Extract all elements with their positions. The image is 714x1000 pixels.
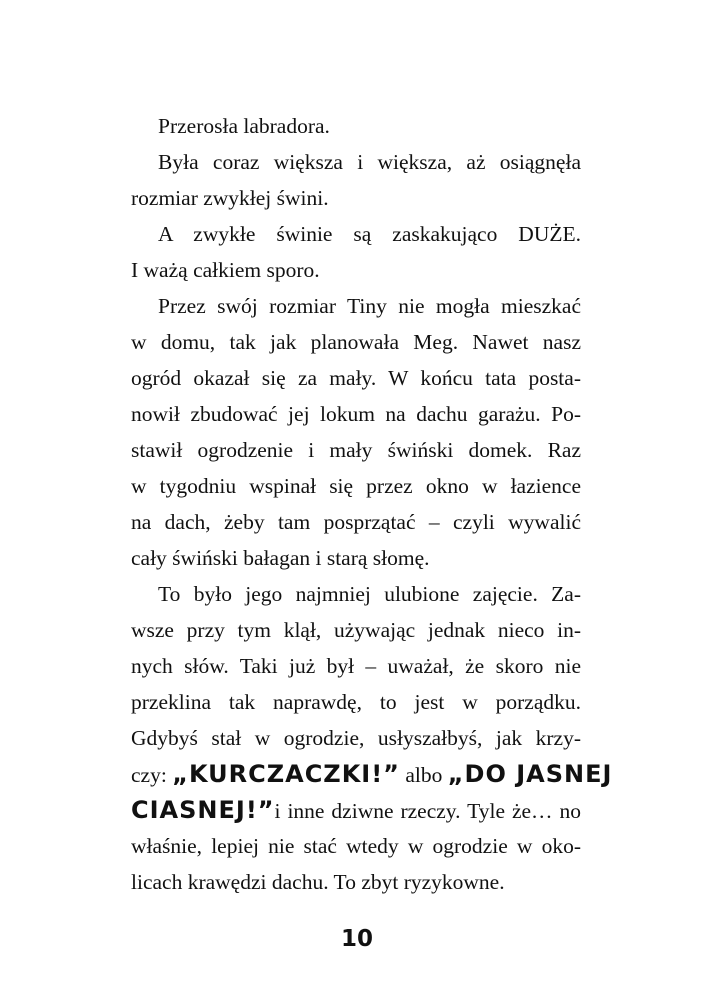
- paragraph-3-line-2: I ważą całkiem sporo.: [131, 258, 320, 282]
- paragraph-5-line-3: nych słów. Taki już był – uważał, że skoro nie: [131, 654, 581, 678]
- shout-kurczaczki: „KURCZACZKI!”: [172, 760, 400, 788]
- paragraph-5-line-5: Gdybyś stał w ogrodzie, usłyszałbyś, jak krzy-: [131, 726, 581, 750]
- paragraph-2-line-2: rozmiar zwykłej świni.: [131, 186, 329, 210]
- paragraph-5-line-1: To było jego najmniej ulubione zajęcie. Za-: [158, 582, 581, 606]
- paragraph-4-line-1: Przez swój rozmiar Tiny nie mogła mieszkać: [158, 294, 581, 318]
- paragraph-4-line-3: ogród okazał się za mały. W końcu tata posta-: [131, 366, 581, 390]
- shout-do-jasnej: „DO JASNEJ: [447, 760, 613, 788]
- shout-ciasnej: CIASNEJ!”: [131, 796, 275, 824]
- paragraph-5-line-7: [131, 792, 581, 828]
- paragraph-3-line-1: A zwykłe świnie są zaskakująco DUŻE.: [158, 222, 581, 246]
- line-text-before: czy:: [131, 763, 173, 787]
- paragraph-5-line-9: licach krawędzi dachu. To zbyt ryzykowne.: [131, 870, 505, 894]
- paragraph-5-line-6: [131, 756, 613, 792]
- paragraph-4-line-5: stawił ogrodzenie i mały świński domek. Raz: [131, 438, 581, 462]
- paragraph-4-line-6: w tygodniu wspinał się przez okno w łazience: [131, 474, 581, 498]
- line-text-after: i inne dziwne rzeczy. Tyle że… no: [274, 799, 581, 823]
- paragraph-4-line-4: nowił zbudować jej lokum na dachu garażu. Po-: [131, 402, 581, 426]
- paragraph-2-line-1: Była coraz większa i większa, aż osiągnęła: [158, 150, 581, 174]
- paragraph-5-line-8: właśnie, lepiej nie stać wtedy w ogrodzie w oko-: [131, 834, 581, 858]
- page-number: 10: [340, 926, 373, 952]
- paragraph-5-line-4: przeklina tak naprawdę, to jest w porządku.: [131, 690, 581, 714]
- line-text-middle: albo: [399, 763, 448, 787]
- paragraph-5-line-2: wsze przy tym klął, używając jednak nieco in-: [131, 618, 581, 642]
- paragraph-4-line-2: w domu, tak jak planowała Meg. Nawet nasz: [131, 330, 581, 354]
- paragraph-4-line-8: cały świński bałagan i starą słomę.: [131, 546, 430, 570]
- paragraph-1-line-1: Przerosła labradora.: [158, 114, 330, 138]
- paragraph-4-line-7: na dach, żeby tam posprzątać – czyli wywalić: [131, 510, 581, 534]
